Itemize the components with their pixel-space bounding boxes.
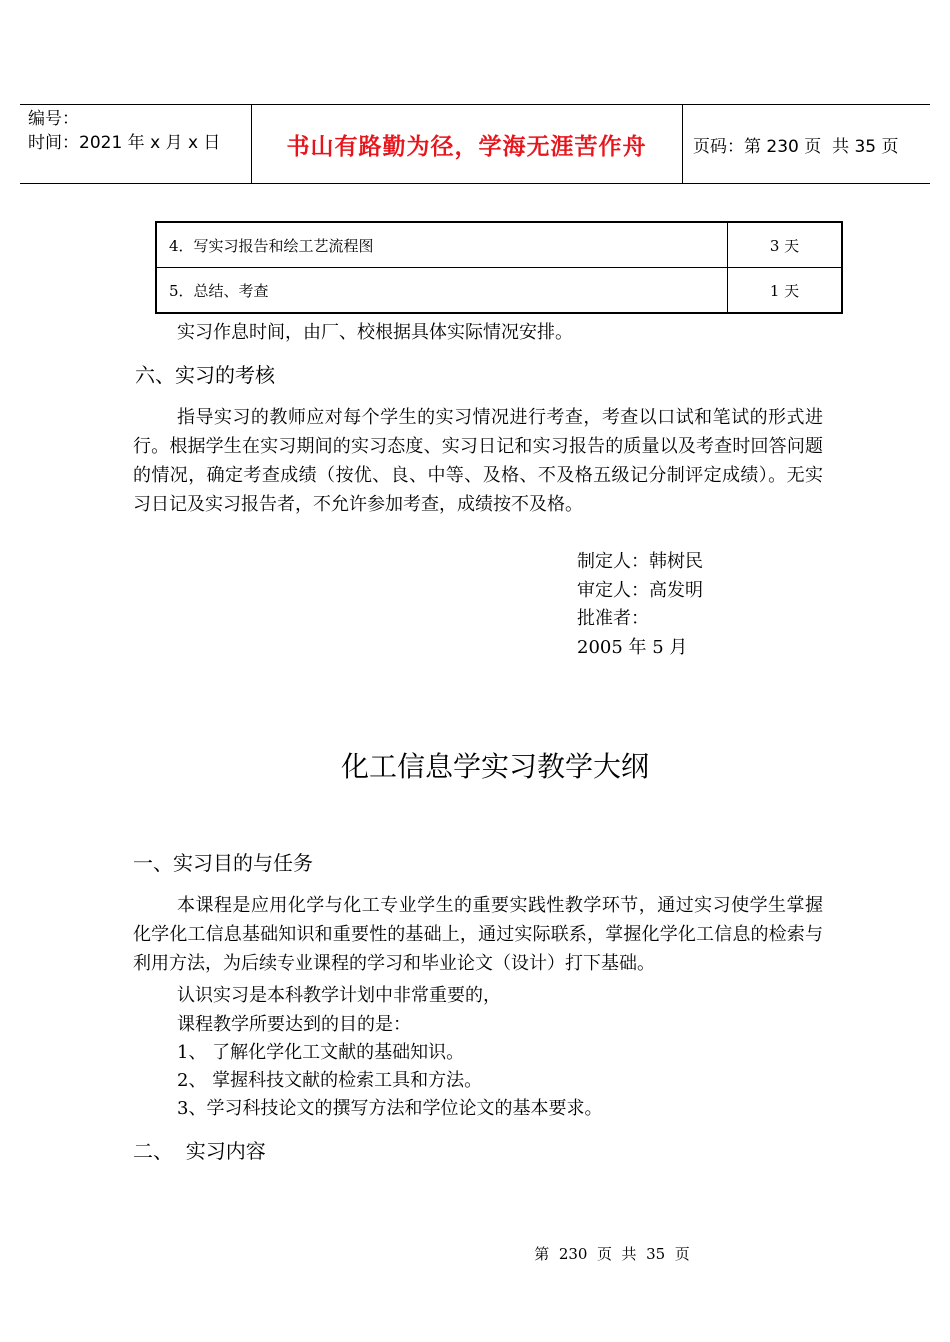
body-line: 认识实习是本科教学计划中非常重要的， xyxy=(177,985,501,1006)
schedule-item: 5．总结、考查 xyxy=(156,268,728,314)
page-header xyxy=(20,104,930,184)
section-heading: 一、实习目的与任务 xyxy=(133,851,313,875)
time-label: 时间：2021 年 x 月 x 日 xyxy=(28,133,221,153)
sign-date: 2005 年 5 月 xyxy=(577,637,688,658)
document-title: 化工信息学实习教学大纲 xyxy=(340,750,649,783)
header-motto: 书山有路勤为径，学海无涯苦作舟 xyxy=(286,133,647,160)
drafter: 制定人：韩树民 xyxy=(577,551,703,572)
schedule-table xyxy=(155,221,843,314)
section-heading: 二、 实习内容 xyxy=(133,1139,266,1163)
header-page-info: 页码：第 230 页 共 35 页 xyxy=(693,136,899,157)
table-row xyxy=(156,268,842,314)
section-body: 本课程是应用化学与化工专业学生的重要实践性教学环节，通过实习使学生掌握化学化工信息基础知识和重要性的基础上，通过实际联系，掌握化学化工信息的检索与利用方法，为后续专业课程的学习和毕业论文（设计）打下基础。 xyxy=(133,895,823,974)
header-meta xyxy=(28,107,220,155)
goal-item: 2、 掌握科技文献的检索工具和方法。 xyxy=(177,1070,483,1091)
schedule-item: 4．写实习报告和绘工艺流程图 xyxy=(156,222,728,268)
number-label: 编号： xyxy=(28,109,79,129)
schedule-days: 1 天 xyxy=(728,268,843,314)
approver: 批准者： xyxy=(577,608,649,629)
table-row xyxy=(156,222,842,268)
goal-item: 1、 了解化学化工文献的基础知识。 xyxy=(177,1042,465,1063)
header-divider xyxy=(682,105,683,183)
page-footer: 第 230 页 共 35 页 xyxy=(534,1245,690,1263)
section-body: 指导实习的教师应对每个学生的实习情况进行考查，考查以口试和笔试的形式进行。根据学生在实习期间的实习态度、实习日记和实习报告的质量以及考查时回答问题的情况，确定考查成绩（按优、良、中等、及格、不及格五级记分制评定成绩）。无实习日记及实习报告者，不允许参加考查，成绩按不及格。 xyxy=(133,407,823,515)
section-heading: 六、实习的考核 xyxy=(135,363,275,387)
reviewer: 审定人：高发明 xyxy=(577,580,703,601)
schedule-days: 3 天 xyxy=(728,222,843,268)
body-line: 课程教学所要达到的目的是： xyxy=(177,1014,411,1035)
rest-note: 实习作息时间，由厂、校根据具体实际情况安排。 xyxy=(177,322,573,343)
goal-item: 3、学习科技论文的撰写方法和学位论文的基本要求。 xyxy=(177,1098,603,1119)
